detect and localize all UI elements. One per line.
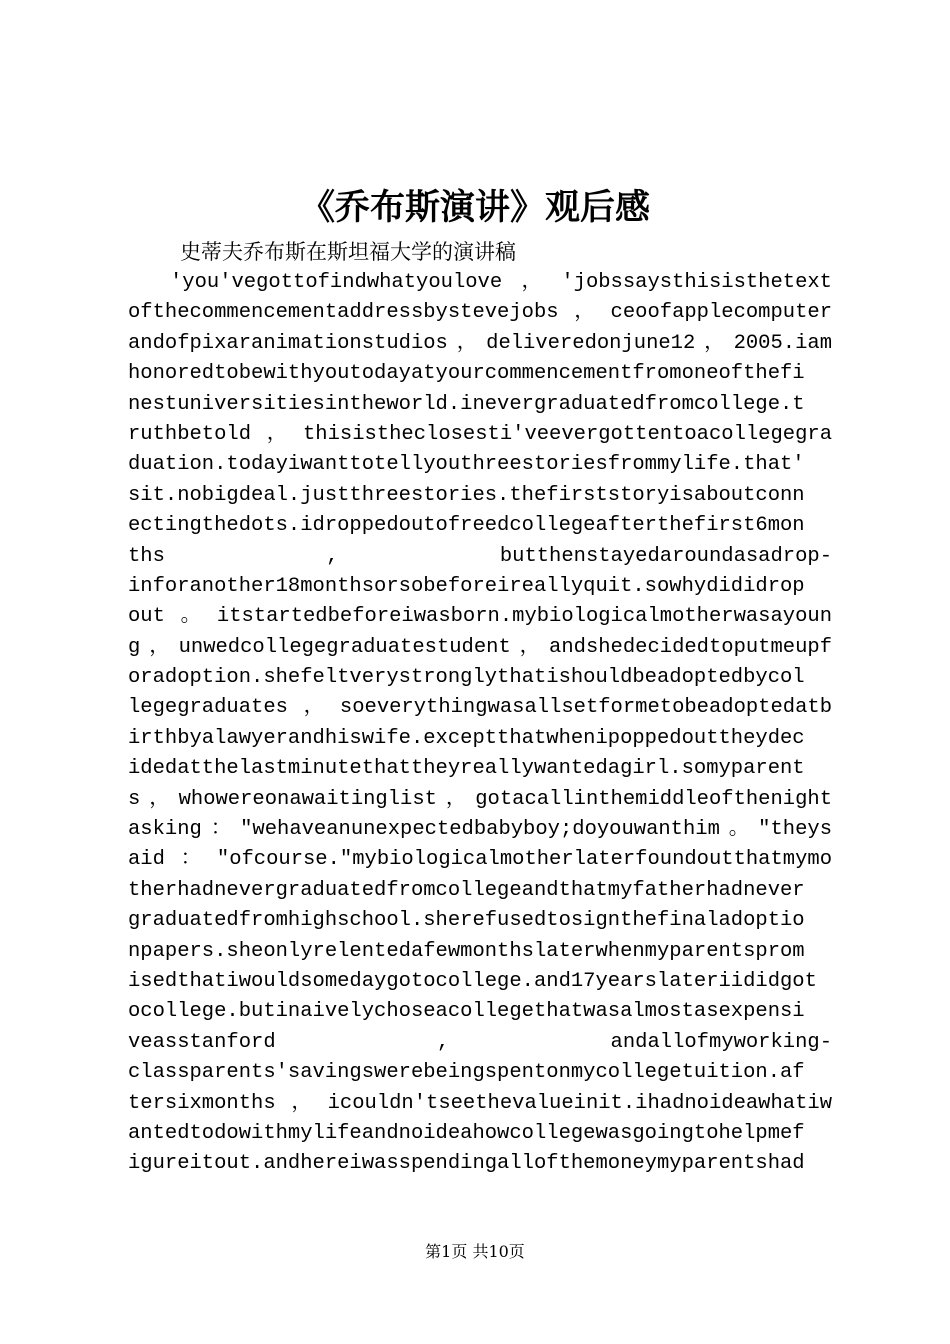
document-subtitle: 史蒂夫乔布斯在斯坦福大学的演讲稿 [180,240,516,264]
text-line: g，unwedcollegegraduatestudent，andshedecidedtoputmeupf [128,635,832,659]
text-line: tersixmonths，icouldn'tseethevalueinit.ihadnoideawhatiw [128,1091,832,1115]
text-line: ruthbetold，thisistheclosesti'veevergottentoacollegegra [128,422,832,446]
text-line: ths , butthenstayedaroundasadrop- [128,544,832,568]
text-line: therhadnevergraduatedfromcollegeandthatmyfatherhadnever [128,878,805,902]
document-title: 《乔布斯演讲》观后感 [299,187,650,228]
text-line: sit.nobigdeal.justthreestories.thefirststoryisaboutconn [128,483,805,507]
text-line: ofthecommencementaddressbystevejobs，ceoofapplecomputer [128,301,832,325]
text-line: nestuniversitiesintheworld.inevergraduatedfromcollege.t [128,392,805,416]
text-line: oradoption.shefeltverystronglythatishouldbeadoptedbycol [128,666,805,690]
text-line: graduatedfromhighschool.sherefusedtosignthefinaladoptio [128,909,805,933]
page-number-footer: 第1页 共10页 [425,1242,525,1261]
text-line: aid："ofcourse."mybiologicalmotherlaterfoundoutthatmymo [128,848,832,872]
text-line: legegraduates，soeverythingwasallsetformetobeadoptedatb [128,696,832,720]
text-line: s，whowereonawaitinglist，gotacallinthemiddleofthenight [128,787,832,811]
text-line: 'you'vegottofindwhatyoulove，'jobssaysthisisthetext [170,271,832,294]
body-text [128,268,832,1180]
text-line: irthbyalawyerandhiswife.exceptthatwhenipoppedouttheydec [128,726,805,750]
text-line: igureitout.andhereiwasspendingallofthemoneymyparentshad [128,1152,805,1176]
text-line: isedthatiwouldsomedaygotocollege.and17yearslateriididgot [128,969,817,993]
text-line: npapers.sheonlyrelentedafewmonthslaterwhenmyparentsprom [128,939,805,963]
text-line: honoredtobewithyoutodayatyourcommencementfromoneofthefi [128,362,805,386]
text-line: out。itstartedbeforeiwasborn.mybiologicalmotherwasayoun [128,605,832,629]
text-line: ocollege.butinaivelychoseacollegethatwasalmostasexpensi [128,1000,805,1024]
text-line: inforanother18monthsorsobeforeireallyquit.sowhydididrop [128,574,805,598]
text-line: ectingthedots.idroppedoutofreedcollegeafterthefirst6mon [128,514,805,538]
text-line: asking："wehaveanunexpectedbabyboy;doyouwanthim。"theys [128,818,832,842]
text-line: andofpixaranimationstudios，deliveredonjune12，2005.iam [128,331,832,355]
text-line: veasstanford , andallofmyworking- [128,1030,832,1054]
text-line: idedatthelastminutethattheyreallywantedagirl.somyparent [128,757,805,781]
text-line: antedtodowithmylifeandnoideahowcollegewasgoingtohelpmef [128,1121,805,1145]
text-line: duation.todayiwanttotellyouthreestoriesfrommylife.that' [128,453,805,477]
text-line: classparents'savingswerebeingspentonmycollegetuition.af [128,1061,805,1085]
